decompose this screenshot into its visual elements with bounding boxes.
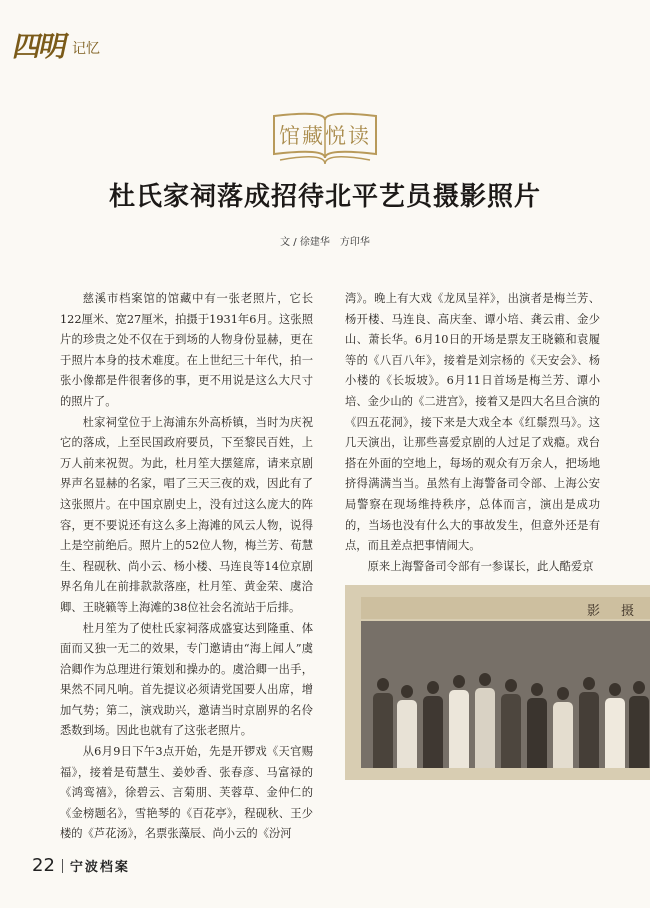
paragraph: 原来上海警备司令部有一参谋长，此人酷爱京 <box>367 559 594 573</box>
paragraph: 湾》。晚上有大戏《龙凤呈祥》，出演者是梅兰芳、杨开楼、马连良、高庆奎、谭小培、龚云甫、金少山、萧长华。6月10日的开场是票友王晓籁和袁履等的《八百八年》，接着是刘宗杨的《天安会》、杨小楼的《长坂坡》。6月11日首场是梅兰芳、谭小培、金少山的《二进宫》，接着又是四大名旦合演的《四五花洞》，接下来是大戏全本《红鬃烈马》。这几天演出，让那些喜爱京剧的人过足了戏瘾。戏台搭在外面的空地上，每场的观众有万余人，把场地挤得满满当当。虽然有上海警备司令部、上海公安局警察在现场维持秩序，总体而言，演出是成功的，当场也没有什么大的事故发生，但意外还是有点，而且差点把事情闹大。 <box>345 292 600 553</box>
footer-divider <box>62 859 63 873</box>
photo-figure <box>629 681 649 768</box>
photo-figure <box>501 679 521 768</box>
column-badge <box>268 108 382 168</box>
right-column <box>345 289 600 577</box>
page-footer <box>32 855 130 876</box>
magazine-name: 宁波档案 <box>69 860 130 875</box>
section-header <box>10 30 101 63</box>
paragraph: 慈溪市档案馆的馆藏中有一张老照片，它长122厘米、宽27厘米，拍摄于1931年6月。这张照片的珍贵之处不仅在于到场的人物身份显赫，更在于照片本身的技术难度。在上世纪三十年代，拍一张小像都是件很奢侈的事，更不用说是这么大尺寸的照片了。 <box>60 292 313 408</box>
article-author: 文 / 徐建华 方印华 <box>280 237 370 248</box>
magazine-logo: 四明 <box>10 30 70 63</box>
photo-figure <box>527 683 547 768</box>
column-badge-label: 馆藏悦读 <box>279 124 371 148</box>
paragraph: 杜家祠堂位于上海浦东外高桥镇，当时为庆祝它的落成，上至民国政府要员，下至黎民百姓，上万人前来祝贺。为此，杜月笙大摆筵席，请来京剧界声名显赫的名家，唱了三天三夜的戏，因此有了这张照片。在中国京剧史上，没有过这么庞大的阵容，更不要说还有这么多上海滩的风云人物，说得上是空前绝后。照片上的52位人物，梅兰芳、荀慧生、程砚秋、尚小云、杨小楼、马连良等14位京剧界名角儿在前排款款落座，杜月笙、黄金荣、虞洽卿、王晓籁等上海滩的38位社会名流站于后排。 <box>60 415 313 614</box>
photo-figure <box>579 677 599 768</box>
page-number: 22 <box>32 855 55 876</box>
paragraph: 杜月笙为了使杜氏家祠落成盛宴达到隆重、体面而又独一无二的效果，专门邀请由“海上闻人”虞洽卿作为总理进行策划和操办的。虞洽卿一出手，果然不同凡响。首先提议必须请党国要人出席，增加气势；第二，演戏助兴，邀请当时京剧界的名伶悉数到场。因此也就有了这张老照片。 <box>60 621 313 738</box>
photo-figure <box>449 675 469 768</box>
paragraph: 从6月9日下午3点开始，先是开锣戏《天官赐福》，接着是荀慧生、姜妙香、张春彦、马富禄的《鸿鸾禧》，徐碧云、言菊朋、芙蓉草、金仲仁的《金榜题名》，雪艳琴的《百花亭》，程砚秋、王少楼的《芦花汤》，名票张藻辰、尚小云的《汾河 <box>60 745 313 841</box>
historic-group-photo <box>345 585 650 780</box>
photo-image <box>361 621 650 768</box>
photo-figure <box>423 681 443 768</box>
photo-figure <box>605 683 625 768</box>
section-label: 记忆 <box>72 41 101 57</box>
article-title: 杜氏家祠落成招待北平艺员摄影照片 <box>108 182 541 212</box>
left-column <box>60 289 313 845</box>
photo-figure <box>373 678 393 768</box>
photo-figure <box>553 687 573 768</box>
photo-caption: 影 摄 <box>586 604 638 619</box>
photo-figure <box>397 685 417 768</box>
photo-figure <box>475 673 495 768</box>
